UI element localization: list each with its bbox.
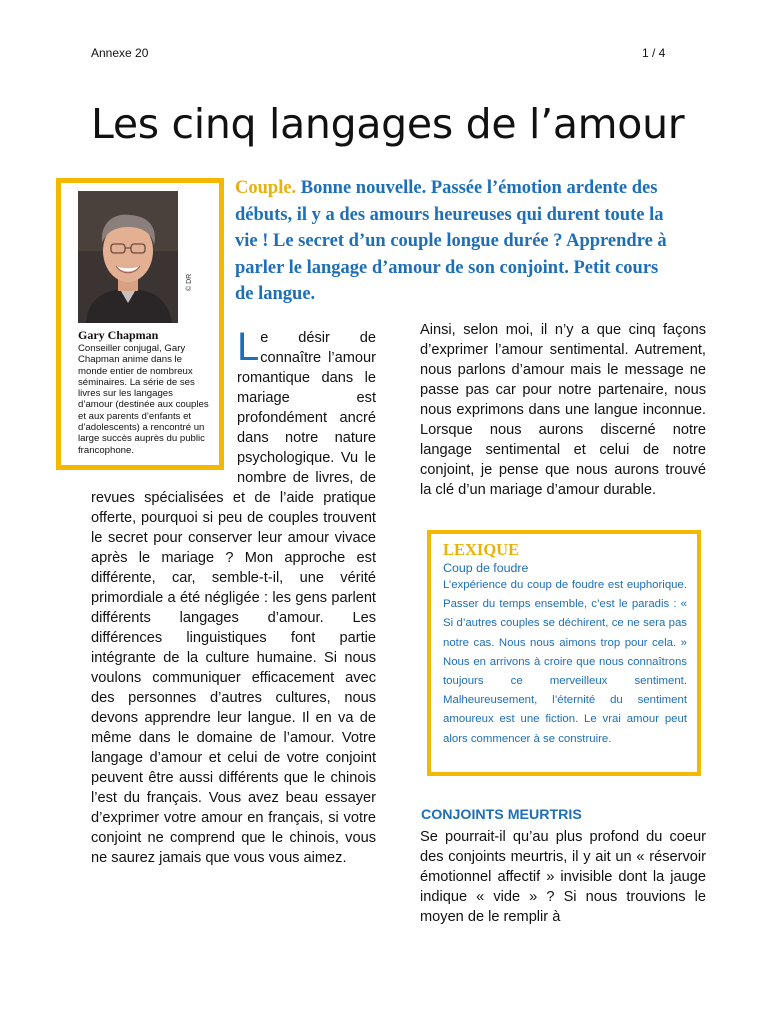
wrap-spacer bbox=[91, 328, 237, 480]
author-name: Gary Chapman bbox=[78, 328, 159, 342]
section-text: Se pourrait-il qu’au plus profond du coeur des conjoints meurtris, il y ait un « réservoir émotionnel affectif » invisible dont la jauge indique « vide » ? Si nous trouvions le moyen de le remplir à bbox=[420, 829, 706, 925]
page-header-left: Annexe 20 bbox=[91, 46, 149, 60]
left-body-text: e désir de connaître l’amour romantique dans le mariage est profondément ancré dans notre nature psychologique. Vu le nombre de livres, de revues spécialisées et de l’aide pratique offerte, pourquoi si peu de couples trouvent le secret pour conserver leur amour vivace après le mariage ? Mon approche est différente, car, semble-t-il, une vérité primordiale a été négligée : les gens parlent différents langages d’amour. Les différences linguistiques font partie intégrante de la culture humaine. Si nous voulons communiquer efficacement avec des personnes d’autres cultures, nous devons apprendre leur langue. Il en va de même dans le domaine de l’amour. Votre langage d’amour et celui de votre conjoint peuvent être aussi différents que le chinois l’est du français. Vous avez beau essayer d’exprimer votre amour en français, si votre conjoint ne comprend que le chinois, vous ne saurez jamais que vous vous aimez. bbox=[91, 330, 376, 866]
lexique-text: L’expérience du coup de foudre est euphorique. Passer du temps ensemble, c’est le paradis : « Si d’autres couples se déchirent, ce ne sera pas notre cas. Nous nous aimons trop pour cela. » Nous en arrivons à croire que nous connaîtrons toujours ce merveilleux sentiment. Malheureusement, l’éternité du sentiment amoureux est une fiction. Le vrai amour peut alors commencer à se construire. bbox=[443, 579, 687, 745]
portrait-illustration bbox=[78, 191, 178, 323]
page-title: Les cinq langages de l’amour bbox=[91, 100, 685, 148]
author-caption: Conseiller conjugal, Gary Chapman anime dans le monde entier de nombreux séminaires. La série de ses livres sur les langages d’amour (destinée aux couples et aux parents d’enfants et d’adolescents) a rencontré un large succès auprès du public francophone. bbox=[78, 343, 209, 456]
lexique-box bbox=[427, 530, 701, 776]
page-number: 1 / 4 bbox=[642, 46, 666, 60]
right-column bbox=[420, 320, 706, 500]
lexique-subtitle: Coup de foudre bbox=[443, 561, 529, 575]
photo-credit: © DR bbox=[186, 273, 193, 291]
intro-text: Bonne nouvelle. Passée l’émotion ardente des débuts, il y a des amours heureuses qui durent toute la vie ! Le secret d’un couple longue durée ? Apprendre à parler le langage d’amour de son conjoint. Petit cours de langue. bbox=[235, 178, 667, 304]
lexique-title: LEXIQUE bbox=[443, 540, 520, 559]
section-heading: CONJOINTS MEURTRIS bbox=[421, 807, 582, 823]
intro-kicker: Couple. bbox=[235, 178, 297, 198]
right-body-text: Ainsi, selon moi, il n’y a que cinq façons d’exprimer l’amour sentimental. Autrement, nous parlons d’amour mais le message ne passe pas car pour notre partenaire, nous nous exprimons dans une langue inconnue. Lorsque nous aurons discerné notre langage sentimental et celui de notre conjoint, je pense que nous aurons trouvé la clé d’un mariage d’amour durable. bbox=[420, 322, 706, 498]
left-column bbox=[91, 325, 376, 868]
drop-cap: L bbox=[237, 325, 260, 369]
author-photo bbox=[78, 191, 178, 323]
intro-paragraph bbox=[235, 175, 675, 308]
